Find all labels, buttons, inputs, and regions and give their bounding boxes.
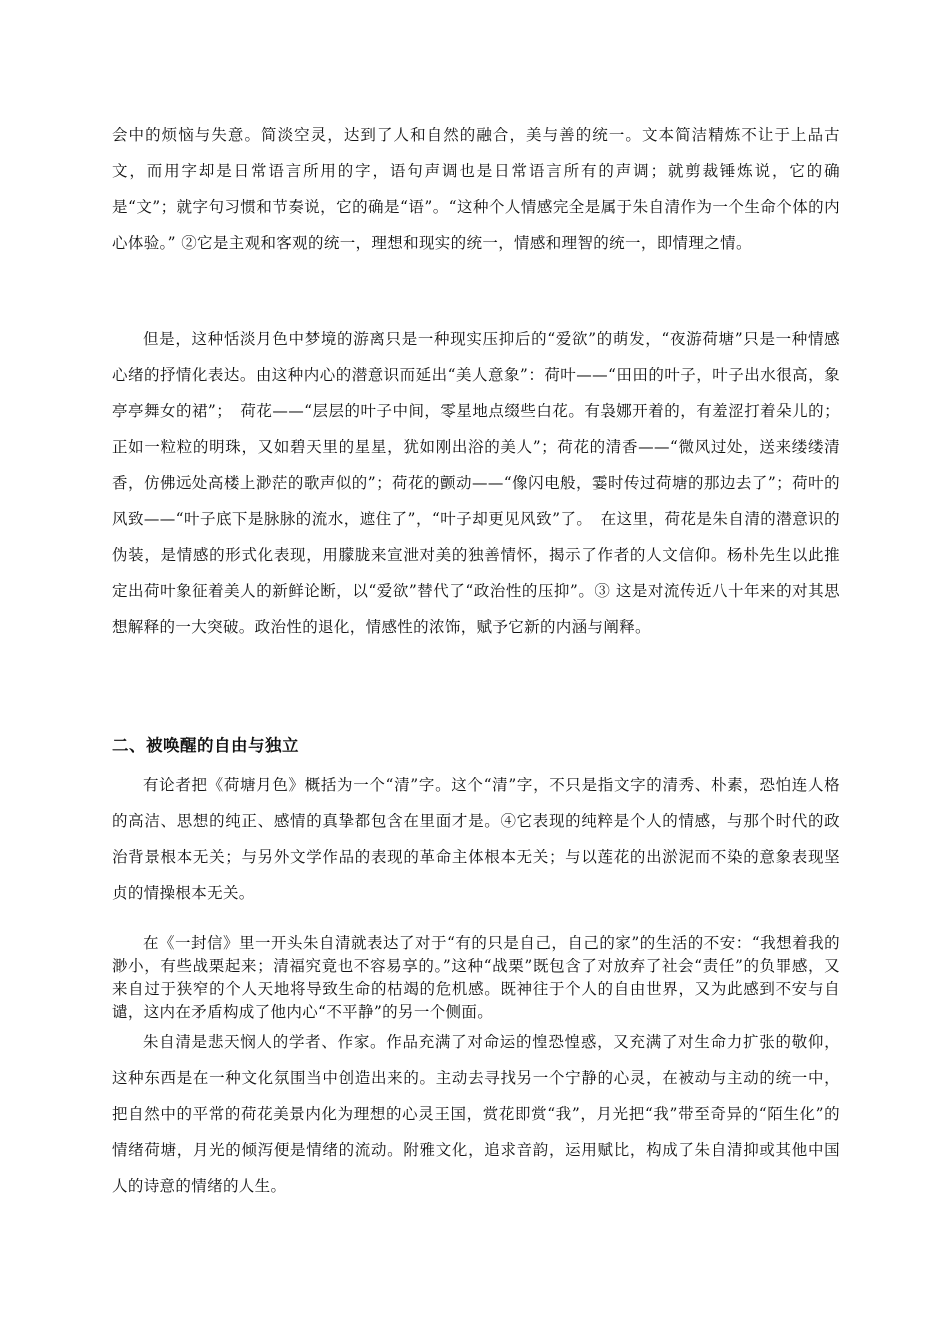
paragraph-1: 会中的烦恼与失意。简淡空灵，达到了人和自然的融合，美与善的统一。文本简洁精炼不让于上品古文，而用字却是日常语言所用的字，语句声调也是日常语言所有的声调；就剪裁锤炼说，它的确是“文”；就字句习惯和节奏说，它的确是“语”。“这种个人情感完全是属于朱自清作为一个生命个体的内心体验。” ②它是主观和客观的统一，理想和现实的统一，情感和理智的统一，即情理之情。 [112, 126, 840, 252]
paragraph-5: 朱自清是悲天悯人的学者、作家。作品充满了对命运的惶恐惶惑，又充满了对生命力扩张的敬仰，这种东西是在一种文化氛围当中创造出来的。主动去寻找另一个宁静的心灵，在被动与主动的统一中，把自然中的平常的荷花美景内化为理想的心灵王国，赏花即赏“我”，月光把“我”带至奇异的“陌生化”的情绪荷塘，月光的倾泻便是情绪的流动。附雅文化，追求音韵，运用赋比，构成了朱自清抑或其他中国人的诗意的情绪的人生。 [112, 1033, 840, 1195]
paragraph-3: 有论者把《荷塘月色》概括为一个“清”字。这个“清”字，不只是指文字的清秀、朴素，恐怕连人格的高洁、思想的纯正、感情的真挚都包含在里面才是。④它表现的纯粹是个人的情感，与那个时代的政治背景根本无关；与另外文学作品的表现的革命主体根本无关；与以莲花的出淤泥而不染的意象表现坚贞的情操根本无关。 [112, 776, 840, 902]
paragraph-4: 在《一封信》里一开头朱自清就表达了对于“有的只是自己，自己的家”的生活的不安：“我想着我的渺小，有些战栗起来；清福究竟也不容易享的。”这种“战栗”既包含了对放弃了社会“责任”的负罪感，又来自过于狭窄的个人天地将导致生命的枯竭的危机感。既神往于个人的自由世界，又为此感到不安与自谴，这内在矛盾构成了他内心“不平静”的另一个侧面。 [112, 934, 840, 1021]
section-heading: 二、被唤醒的自由与独立 [112, 736, 299, 755]
paragraph-2: 但是，这种恬淡月色中梦境的游离只是一种现实压抑后的“爱欲”的萌发，“夜游荷塘”只是一种情感心绪的抒情化表达。由这种内心的潜意识而延出“美人意象”：荷叶——“田田的叶子，叶子出水很高，象亭亭舞女的裙”； 荷花——“层层的叶子中间，零星地点缀些白花。有袅娜开着的，有羞涩打着朵儿的；正如一粒粒的明珠，又如碧天里的星星，犹如刚出浴的美人”；荷花的清香——“微风过处，送来缕缕清香，仿佛远处高楼上渺茫的歌声似的”；荷花的颤动——“像闪电般，霎时传过荷塘的那边去了”；荷叶的风致——“叶子底下是脉脉的流水，遮住了”，“叶子却更见风致”了。 在这里，荷花是朱自清的潜意识的伪装，是情感的形式化表现，用朦胧来宣泄对美的独善情怀，揭示了作者的人文信仰。杨朴先生以此推定出荷叶象征着美人的新鲜论断，以“爱欲”替代了“政治性的压抑”。③ 这是对流传近八十年来的对其思想解释的一大突破。政治性的退化，情感性的浓饰，赋予它新的内涵与阐释。 [112, 330, 840, 636]
